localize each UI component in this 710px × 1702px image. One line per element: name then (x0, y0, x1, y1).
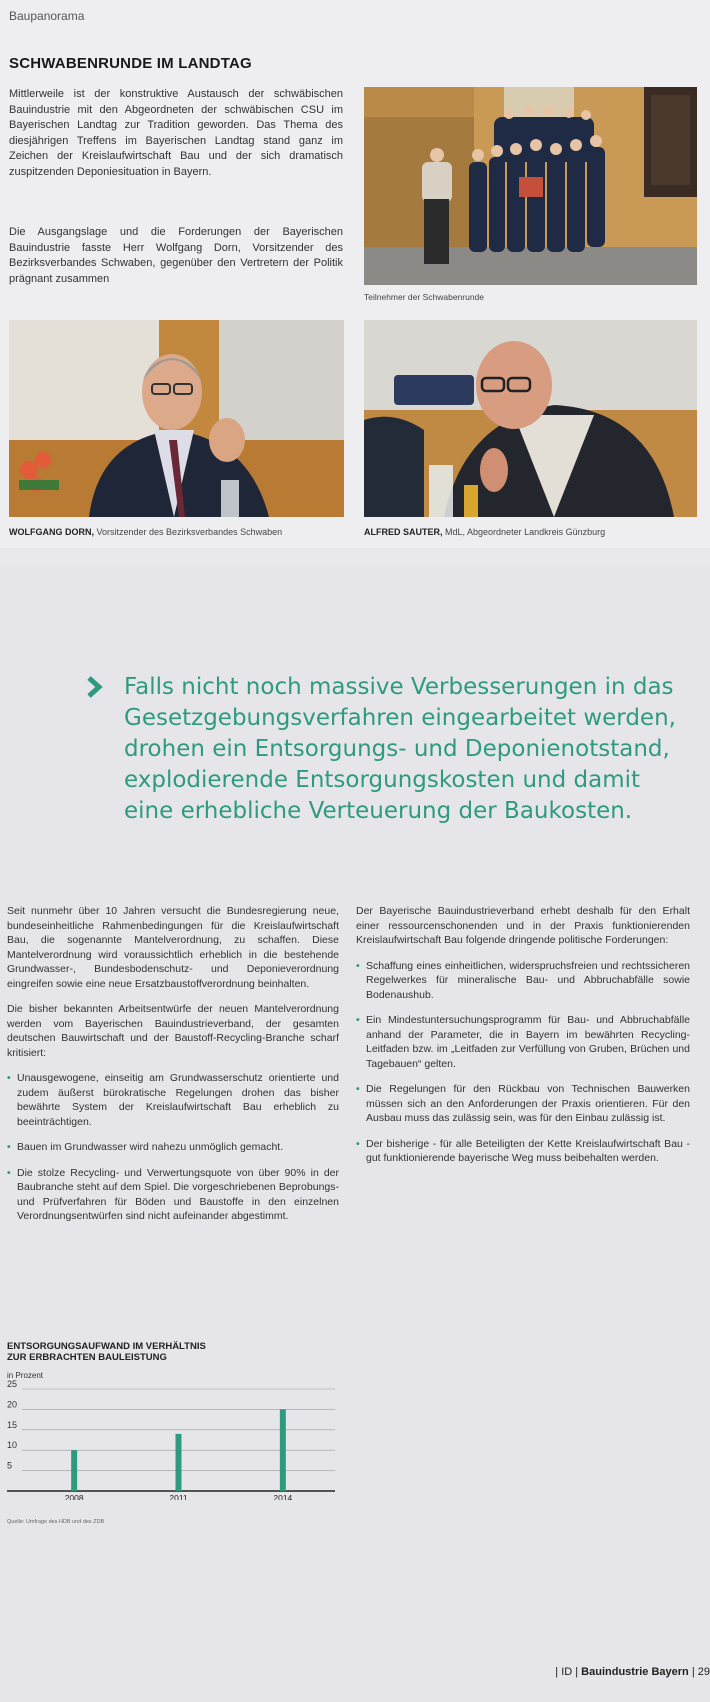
chart-bar (176, 1434, 182, 1491)
right-bullet: • Die Regelungen für den Rückbau von Technischen Bauwerken müssen sich an den Anforderungen der Praxis orientieren. Für den Ausbau muss das zulässig sein, was für den Einbau zulässig ist. (356, 1082, 690, 1126)
footer-separator: | (691, 1666, 695, 1678)
chart-title (7, 1341, 206, 1363)
chart-source: Quelle: Umfrage des HDB und des ZDB (7, 1519, 105, 1525)
left-paragraph-2: Die bisher bekannten Arbeitsentwürfe der neuen Mantelverordnung werden vom Bayerischen Bauindustrieverband, der gesamten deutschen Bauwirtschaft und der Baustoff-Recycling-Branche scharf kritisiert: (7, 1003, 339, 1059)
y-tick-label: 15 (7, 1419, 18, 1430)
group-photo-caption: Teilnehmer der Schwabenrunde (364, 292, 485, 302)
left-bullet: • Unausgewogene, einseitig am Grundwasserschutz orientierte und zudem äußerst bürokratische Regelungen drohen das bisher bewährte System der Kreislaufwirtschaft Bau erheblich zu beeinträchtigen. (7, 1071, 339, 1129)
dorn-name: WOLFGANG DORN, (9, 527, 94, 537)
group-photo (364, 87, 697, 285)
sauter-photo (364, 320, 697, 517)
chart-title-line-2: ZUR ERBRACHTEN BAULEISTUNG (7, 1352, 167, 1363)
dorn-photo (9, 320, 344, 517)
chart-y-label: in Prozent (7, 1371, 44, 1380)
chart-bar (71, 1450, 77, 1491)
dorn-role: Vorsitzender des Bezirksverbandes Schwaben (96, 527, 283, 537)
pull-quote (90, 672, 680, 827)
article-title: SCHWABENRUNDE IM LANDTAG (9, 55, 252, 72)
intro-paragraph-2: Die Ausgangslage und die Forderungen der Bayerischen Bauindustrie fasste Herr Wolfgang Dorn, Vorsitzender des Bezirksverbandes Schwaben, gegenüber den Vertretern der Politik prägnant zusammen (9, 226, 343, 285)
right-paragraph-1: Der Bayerische Bauindustrieverband erhebt deshalb für den Erhalt einer ressourcenschonenden und in der Praxis funktionierenden Kreislaufwirtschaft Bau folgende dringende politische Forderungen: (356, 905, 690, 946)
right-bullet: • Schaffung eines einheitlichen, widerspruchsfreien und rechtssicheren Regelwerkes für mineralische Bau- und Abbruchabfälle sowie Bodenaushub. (356, 959, 690, 1003)
section-label: Baupanorama (9, 9, 85, 23)
footer-prefix: | ID | (555, 1666, 579, 1678)
chart-title-line-1: ENTSORGUNGSAUFWAND IM VERHÄLTNIS (7, 1341, 206, 1352)
pull-quote-text: Falls nicht noch massive Verbesserungen in das Gesetzgebungsverfahren eingearbeitet werden, drohen ein Entsorgungs- und Deponienotstand, explodierende Entsorgungskosten und damit eine erhebliche Verteuerung der Baukosten. (124, 674, 676, 824)
y-tick-label: 20 (7, 1399, 18, 1410)
dorn-caption (9, 527, 282, 537)
sauter-name: ALFRED SAUTER, (364, 527, 443, 537)
right-column (356, 904, 690, 1177)
left-column (7, 904, 339, 1235)
y-tick-label: 5 (7, 1460, 13, 1471)
left-bullet: • Bauen im Grundwasser wird nahezu unmöglich gemacht. (7, 1140, 339, 1155)
page-number: 29 (697, 1666, 710, 1678)
x-tick-label: 2011 (169, 1493, 188, 1500)
page-footer (555, 1666, 710, 1678)
x-tick-label: 2014 (273, 1493, 293, 1500)
left-paragraph-1: Seit nunmehr über 10 Jahren versucht die Bundesregierung neue, bundeseinheitliche Rahmenbedingungen für die Kreislaufwirtschaft Bau, die sogenannte Mantelverordnung, zu schaffen. Diese Mantelverordnung wird voraussichtlich erheblich in die bestehende Grundwasser-, Bundesbodenschutz- und Deponieverordnung eingreifen sowie eine neue Ersatzbaustoffverordnung beinhalten. (7, 905, 339, 990)
sauter-role: MdL, Abgeordneter Landkreis Günzburg (445, 527, 606, 537)
right-bullet: • Der bisherige - für alle Beteiligten der Kette Kreislaufwirtschaft Bau - gut funktionierende bayerische Weg muss beibehalten werden. (356, 1137, 690, 1166)
left-bullet: • Die stolze Recycling- und Verwertungsquote von über 90% in der Baubranche steht auf dem Spiel. Die vorgeschriebenen Beprobungs- und Prüfverfahren für Böden und Baustoffe in den einzelnen Verordnungsentwürfen sind nicht aufeinander abgestimmt. (7, 1166, 339, 1224)
intro-paragraph-1: Mittlerweile ist der konstruktive Austausch der schwäbischen Bauindustrie mit den Abgeordneten der schwäbischen CSU im Bayerischen Landtag zur Tradition geworden. Das Thema des diesjährigen Treffens im Bayerischen Landtag stand ganz im Zeichen der Kreislaufwirtschaft Bau und der sich dramatisch zuspitzenden Deponiesituation in Bayern. (9, 88, 343, 178)
chart-bar (280, 1409, 286, 1491)
footer-brand: Bauindustrie Bayern (581, 1666, 689, 1678)
y-tick-label: 25 (7, 1380, 18, 1389)
sauter-caption (364, 527, 605, 537)
bar-chart (0, 1380, 340, 1500)
chevron-right-icon (86, 676, 106, 698)
right-bullet: • Ein Mindestuntersuchungsprogramm für Bau- und Abbruchabfälle anhand der Parameter, die in Bayern im bewährten Recycling-Leitfaden bzw. im „Leitfaden zur Verfüllung von Gruben, Brüchen und Tagebauen“ gelten. (356, 1013, 690, 1071)
y-tick-label: 10 (7, 1440, 18, 1451)
x-tick-label: 2008 (64, 1493, 84, 1500)
